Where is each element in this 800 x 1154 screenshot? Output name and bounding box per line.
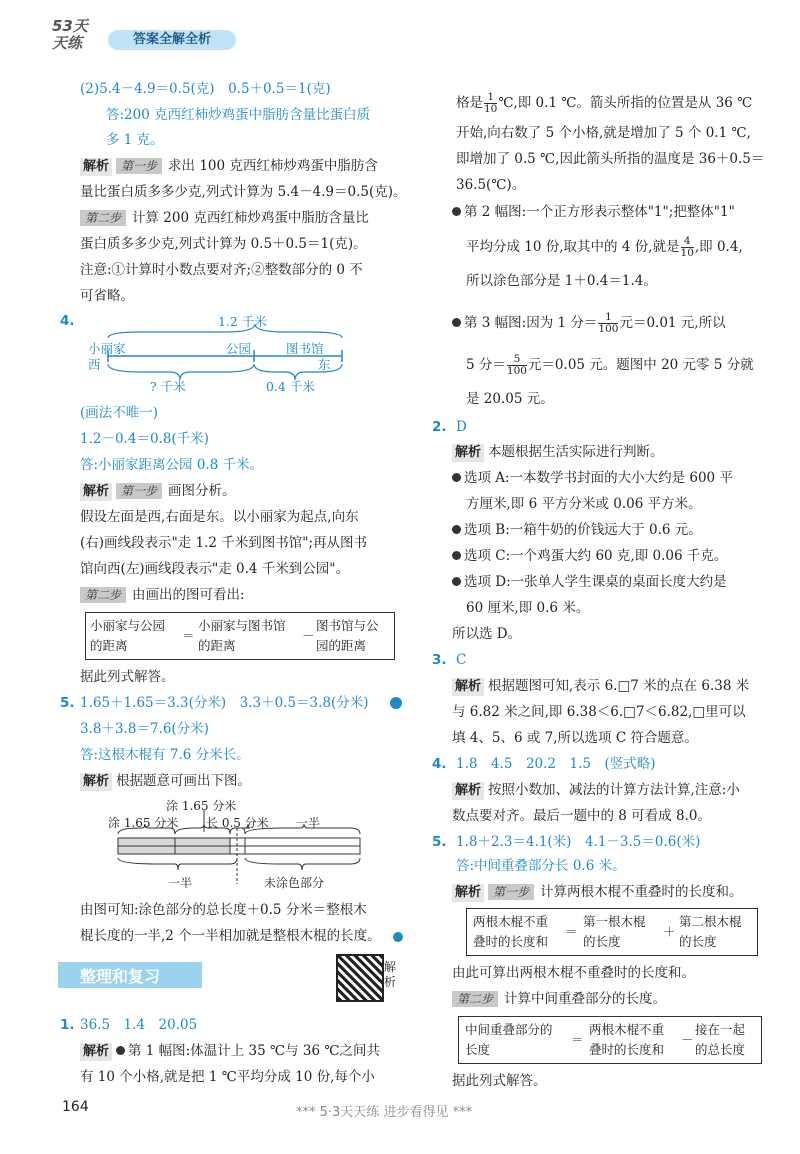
r1-c: 有 10 个小格,就是把 1 ℃平均分成 10 份,每个小 <box>80 1069 375 1085</box>
q5-b: 3.8＋3.8＝7.6(分米) <box>80 721 209 737</box>
left-l1: (2)5.4－4.9＝0.5(克) 0.5＋0.5＝1(克) <box>80 81 331 97</box>
box1-b1: 小丽家与图书馆 <box>198 618 286 633</box>
q4-h: 据此列式解答。 <box>80 669 175 685</box>
qr-label: 解析 <box>384 960 397 989</box>
r-q2-d: 方厘米,即 6 平方分米或 0.06 平方米。 <box>466 496 702 512</box>
step-tag: 第二步 <box>452 991 498 1007</box>
r-q3-number: 3. <box>432 652 447 668</box>
r-c1 <box>452 312 726 335</box>
left-l8: 注意:①计算时小数点要对齐;②整数部分的 0 不 <box>80 262 363 278</box>
r-c2 <box>466 354 754 377</box>
box2-c2: 的长度 <box>679 934 717 949</box>
box1-b2: 的距离 <box>198 638 236 653</box>
r-q4-a: 1.8 4.5 20.2 1.5 (竖式略) <box>456 756 656 772</box>
text: 选项 D:一张单人学生课桌的桌面长度大约是 <box>464 574 727 590</box>
jiexi-label: 解析 <box>452 782 484 800</box>
box2-b2: 的长度 <box>583 934 621 949</box>
q4-e: 假设左面是西,右面是东。以小丽家为起点,向东 <box>80 509 359 525</box>
r-q5-s1 <box>452 883 743 902</box>
box3-b2: 叠时的长度和 <box>589 1042 665 1057</box>
text: 第 2 幅图:一个正方形表示整体"1";把整体"1" <box>464 204 735 220</box>
left-l2: 答:200 克西红柿炒鸡蛋中脂肪含量比蛋白质 <box>106 107 371 123</box>
q4-s2 <box>80 586 245 604</box>
jiexi-label: 解析 <box>80 773 112 791</box>
r-q5-d: 据此列式解答。 <box>452 1073 547 1089</box>
box1-c1: 图书馆与公 <box>316 618 379 633</box>
r-q5-b: 答:中间重叠部分长 0.6 米。 <box>456 858 626 874</box>
header-tag-text: 答案全解全析 <box>132 32 211 47</box>
fraction <box>507 354 527 377</box>
left-l7: 蛋白质多多少克,列式计算为 0.5＋0.5＝1(克)。 <box>80 236 367 252</box>
q5-number: 5. <box>60 695 75 711</box>
text: 计算中间重叠部分的长度。 <box>504 991 667 1007</box>
box2-eq: ＝ <box>565 924 578 939</box>
box3-b1: 两根木棍不重 <box>589 1022 665 1037</box>
bulb-icon <box>452 318 461 327</box>
q5-label-t3: 长 0.5 分米 <box>206 816 269 830</box>
r-q5-a: 1.8＋2.3＝4.1(米) 4.1－3.5＝0.6(米) <box>456 834 701 850</box>
jiexi-label: 解析 <box>452 444 484 462</box>
r-b1 <box>452 203 735 221</box>
left-l9: 可省略。 <box>80 288 134 304</box>
section-title: 整理和复习 <box>80 967 161 986</box>
q5-label-b2: 未涂色部分 <box>264 876 325 890</box>
text: 平均分成 10 份,取其中的 4 份,就是 <box>466 239 680 255</box>
step-tag: 第一步 <box>488 884 534 900</box>
formula-box-3 <box>458 1016 762 1064</box>
q4-library: 图书馆 <box>286 341 324 356</box>
q5-f: 棍长度的一半,2 个一半相加就是整根木棍的长度。 <box>80 928 381 944</box>
q4-top-label: 1.2 千米 <box>218 314 267 329</box>
r-q2-h: 60 厘米,即 0.6 米。 <box>466 600 590 616</box>
text: ℃,即 0.1 ℃。箭头所指的位置是从 36 ℃ <box>498 95 753 111</box>
formula-box-2 <box>466 908 758 956</box>
text: 根据题意可画出下图。 <box>116 773 252 789</box>
q4-s1 <box>80 482 236 501</box>
text: 求出 100 克西红柿炒鸡蛋中脂肪含 <box>168 158 378 174</box>
text: 本题根据生活实际进行判断。 <box>488 444 664 460</box>
jiexi-label: 解析 <box>452 884 484 902</box>
q4-east: 东 <box>318 357 331 372</box>
q4-west: 西 <box>88 357 101 372</box>
text: 按照小数加、减法的计算方法计算,注意:小 <box>488 782 740 798</box>
fraction <box>484 92 497 115</box>
bulb-icon <box>452 207 461 216</box>
box1-minus: － <box>302 628 315 643</box>
fraction <box>681 236 694 259</box>
play-icon <box>390 697 402 709</box>
step-tag: 第二步 <box>80 210 126 226</box>
r-a2: 开始,向右数了 5 个小格,就是增加了 5 个 0.1 ℃, <box>456 125 751 141</box>
qr-code-icon[interactable] <box>336 954 384 1002</box>
numerator: 1 <box>598 312 618 324</box>
r-q2-c <box>452 469 733 487</box>
footer-slogan: *** 5·3天天练 进步看得见 *** <box>296 1105 473 1120</box>
bulb-icon <box>452 473 461 482</box>
q5-label-b1: 一半 <box>168 876 193 890</box>
jiexi-label: 解析 <box>80 483 112 501</box>
r1-b-line <box>80 1042 380 1061</box>
r-q2-a: D <box>456 419 467 435</box>
logo-text: 53天天练 <box>52 17 88 52</box>
q4-park: 公园 <box>226 341 252 356</box>
numerator: 1 <box>484 92 497 104</box>
box3-minus: － <box>681 1032 694 1047</box>
text: 元＝0.01 元,所以 <box>619 315 726 331</box>
section-banner <box>58 962 202 988</box>
box2-a1: 两根木棍不重 <box>473 914 549 929</box>
q4-distance: 0.4 千米 <box>266 379 315 394</box>
text: 选项 B:一箱牛奶的价钱远大于 0.6 元。 <box>464 522 702 538</box>
denominator: 100 <box>506 365 527 377</box>
box3-c2: 的总长度 <box>695 1042 746 1057</box>
r-q2-e <box>452 521 702 539</box>
jiexi-label: 解析 <box>80 1043 112 1061</box>
box1-c2: 园的距离 <box>316 638 367 653</box>
step-tag: 第二步 <box>80 587 126 603</box>
q5-diagram <box>100 798 410 894</box>
step-tag: 第一步 <box>116 158 162 174</box>
r-q4-c: 数点要对齐。最后一题中的 8 可看成 8.0。 <box>452 808 711 824</box>
text: 计算两根木棍不重叠时的长度和。 <box>540 884 743 900</box>
r-q4-b <box>452 781 740 800</box>
formula-box-1 <box>85 612 395 660</box>
box2-a2: 叠时的长度和 <box>473 934 549 949</box>
r-a1 <box>456 92 752 115</box>
bulb-icon <box>452 577 461 586</box>
r-a3: 即增加了 0.5 ℃,因此箭头所指的温度是 36＋0.5＝ <box>456 151 765 167</box>
r-a4: 36.5(℃)。 <box>456 177 526 193</box>
numerator: 4 <box>681 236 694 248</box>
q4-home: 小丽家 <box>88 341 126 356</box>
q5-label-t2: 涂 1.65 分米 <box>108 816 179 830</box>
arrow-icon <box>393 932 403 942</box>
logo <box>52 18 102 54</box>
text: ,即 0.4, <box>694 239 743 255</box>
r-b2 <box>466 236 743 259</box>
r-q4-number: 4. <box>432 756 447 772</box>
r1-number: 1. <box>60 1017 75 1033</box>
r1-a: 36.5 1.4 20.05 <box>80 1017 198 1033</box>
bulb-icon <box>452 551 461 560</box>
r-q2-g <box>452 573 727 591</box>
q5-d-line <box>80 772 251 791</box>
text: 第 3 幅图:因为 1 分＝ <box>464 315 598 331</box>
r-q2-i: 所以选 D。 <box>452 626 522 642</box>
left-l3: 多 1 克。 <box>106 132 164 148</box>
step-tag: 第一步 <box>116 483 162 499</box>
box2-c1: 第二根木棍 <box>679 914 742 929</box>
q4-unknown: ? 千米 <box>150 379 186 394</box>
r-q5-c: 由此可算出两根木棍不重叠时的长度和。 <box>452 965 695 981</box>
box2-plus: ＋ <box>663 924 676 939</box>
r-c3: 是 20.05 元。 <box>466 391 554 407</box>
text: 根据题图可知,表示 6.□7 米的点在 6.38 米 <box>488 678 750 694</box>
r-q3-a: C <box>456 652 467 668</box>
text: 由画出的图可看出: <box>132 587 245 603</box>
box3-eq: ＝ <box>571 1032 584 1047</box>
q4-f: (右)画线段表示"走 1.2 千米到图书馆";再从图书 <box>80 535 368 551</box>
q5-e: 由图可知:涂色部分的总长度＋0.5 分米＝整根木 <box>80 902 367 918</box>
r-q5-s2 <box>452 990 666 1008</box>
header-tag <box>108 30 236 50</box>
left-l6 <box>80 209 369 227</box>
box3-a1: 中间重叠部分的 <box>465 1022 553 1037</box>
r-q3-b <box>452 677 749 696</box>
r-q2-number: 2. <box>432 419 447 435</box>
bulb-icon <box>116 1046 125 1055</box>
left-l5: 量比蛋白质多多少克,列式计算为 5.4－4.9＝0.5(克)。 <box>80 184 407 200</box>
q5-label-t1: 涂 1.65 分米 <box>166 799 237 813</box>
r-q2-b <box>452 443 664 462</box>
text: 选项 C:一个鸡蛋大约 60 克,即 0.06 千克。 <box>464 548 728 564</box>
fraction <box>598 312 618 335</box>
q4-a: (画法不唯一) <box>80 405 159 421</box>
numerator: 5 <box>507 354 527 366</box>
q4-c: 答:小丽家距离公园 0.8 千米。 <box>80 457 264 473</box>
left-l4 <box>80 157 378 176</box>
box1-eq: ＝ <box>182 628 195 643</box>
box3-c1: 接在一起 <box>695 1022 746 1037</box>
box3-a2: 长度 <box>465 1042 491 1057</box>
q4-g: 馆向西(左)画线段表示"走 0.4 千米到公园"。 <box>80 561 350 577</box>
box1-a2: 的距离 <box>90 638 128 653</box>
r-q3-d: 填 4、5、6 或 7,所以选项 C 符合题意。 <box>452 730 698 746</box>
denominator: 10 <box>484 103 498 115</box>
text: 选项 A:一本数学书封面的大小大约是 600 平 <box>464 470 733 486</box>
text: 元＝0.05 元。题图中 20 元零 5 分就 <box>527 357 754 373</box>
text: 计算 200 克西红柿炒鸡蛋中脂肪含量比 <box>132 210 369 226</box>
r-q3-c: 与 6.82 米之间,即 6.38＜6.□7＜6.82,□里可以 <box>452 704 746 720</box>
bulb-icon <box>452 525 461 534</box>
box2-b1: 第一根木棍 <box>583 914 646 929</box>
jiexi-label: 解析 <box>452 678 484 696</box>
text: 画图分析。 <box>168 483 236 499</box>
q5-label-t4: 一半 <box>296 816 321 830</box>
page-number: 164 <box>62 1099 89 1115</box>
r-q5-number: 5. <box>432 834 447 850</box>
q5-a: 1.65＋1.65＝3.3(分米) 3.3＋0.5＝3.8(分米) <box>80 695 369 711</box>
jiexi-label: 解析 <box>80 158 112 176</box>
denominator: 10 <box>680 247 694 259</box>
text: 第 1 幅图:体温计上 35 ℃与 36 ℃之间共 <box>128 1043 380 1059</box>
r-q2-f <box>452 547 727 565</box>
text: 5 分＝ <box>466 357 506 373</box>
denominator: 100 <box>598 323 619 335</box>
box1-a1: 小丽家与公园 <box>90 618 166 633</box>
q4-b: 1.2－0.4＝0.8(千米) <box>80 431 209 447</box>
text: 格是 <box>456 95 483 111</box>
q5-c: 答:这根木棍有 7.6 分米长。 <box>80 747 250 763</box>
r-b3: 所以涂色部分是 1＋0.4＝1.4。 <box>466 273 657 289</box>
q4-number: 4. <box>60 313 75 329</box>
